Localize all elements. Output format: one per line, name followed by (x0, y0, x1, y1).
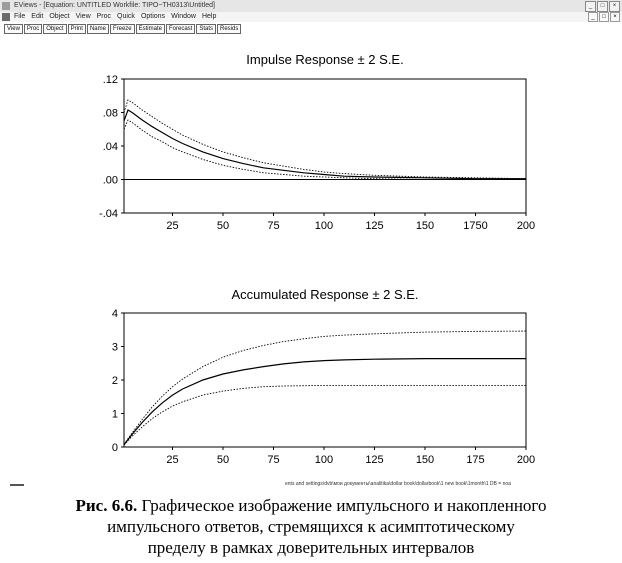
toolbar-name-button[interactable]: Name (87, 24, 109, 34)
impulse-xtick-label: 1750 (463, 220, 488, 232)
accumulated-ytick-label: 0 (111, 442, 118, 454)
caption-line-1: Графическое изображение импульсного и накопленного (137, 496, 547, 515)
impulse-xtick-label: 100 (314, 220, 334, 232)
impulse-xtick-label: 125 (365, 220, 384, 232)
accumulated-xtick-label: 125 (365, 454, 384, 466)
impulse-ytick-label: .04 (102, 141, 118, 153)
menu-options[interactable]: Options (140, 13, 166, 20)
toolbar-stats-button[interactable]: Stats (196, 24, 216, 34)
impulse-response-line (124, 110, 526, 179)
toolbar-forecast-button[interactable]: Forecast (166, 24, 195, 34)
doc-restore-button[interactable]: □ (599, 12, 609, 22)
menu-view[interactable]: View (75, 13, 91, 20)
accumulated-ytick-label: 2 (111, 375, 118, 387)
accumulated-xtick-label: 150 (415, 454, 435, 466)
accumulated-plot-frame (124, 313, 526, 447)
accumulated-xtick-label: 175 (466, 454, 485, 466)
scroll-handle[interactable] (10, 484, 24, 486)
caption-line-3: пределу в рамках доверительных интервалов (147, 538, 475, 557)
menu-edit[interactable]: Edit (31, 13, 44, 20)
accumulated-xtick-label: 100 (314, 454, 334, 466)
minimize-button[interactable]: _ (585, 1, 596, 12)
impulse-chart-title: Impulse Response ± 2 S.E. (246, 52, 404, 67)
impulse-xtick-label: 75 (267, 220, 280, 232)
menu-proc[interactable]: Proc (96, 13, 112, 20)
impulse-xtick-label: 50 (216, 220, 230, 232)
accumulated-chart-title: Accumulated Response ± 2 S.E. (231, 287, 419, 302)
toolbar-freeze-button[interactable]: Freeze (110, 24, 135, 34)
doc-close-button[interactable]: × (610, 12, 620, 22)
figure-number: Рис. 6.6. (75, 496, 138, 515)
caption-line-2: импульсного ответов, стремящихся к асимптотическому (107, 517, 515, 536)
menu-file[interactable]: File (14, 13, 26, 20)
accumulated-ytick-label: 3 (111, 341, 118, 354)
toolbar-proc-button[interactable]: Proc (24, 24, 42, 34)
accumulated-xtick-label: 200 (516, 454, 536, 466)
menu-object[interactable]: Object (49, 13, 70, 20)
toolbar-resids-button[interactable]: Resids (217, 24, 241, 34)
accumulated-ytick-label: 1 (111, 408, 118, 421)
menu-quick[interactable]: Quick (117, 13, 135, 20)
impulse-ytick-label: .00 (102, 174, 118, 187)
toolbar-print-button[interactable]: Print (68, 24, 86, 34)
window-title: EViews - [Equation: UNTITLED Workfile: TIPO~TH0313\Untitled] (14, 2, 215, 9)
accumulated-xtick-label: 75 (267, 454, 280, 466)
impulse-lower-band-line (124, 120, 526, 180)
close-button[interactable]: × (609, 1, 620, 12)
maximize-button[interactable]: □ (597, 1, 608, 12)
impulse-plot-frame (124, 79, 526, 213)
menu-window[interactable]: Window (171, 13, 196, 20)
status-path: ents and settings\dvb\мои документы\analitika\dollar book\dollarbook\1 new book\1month\1 DB = noa (285, 481, 511, 487)
toolbar-view-button[interactable]: View (4, 24, 23, 34)
impulse-upper-band-line (124, 100, 526, 179)
impulse-ytick-label: .12 (102, 74, 118, 86)
accumulated-ytick-label: 4 (111, 308, 118, 320)
figure-caption (0, 495, 622, 558)
menu-help[interactable]: Help (201, 13, 217, 20)
toolbar-estimate-button[interactable]: Estimate (136, 24, 165, 34)
impulse-xtick-label: 150 (415, 220, 435, 232)
toolbar-object-button[interactable]: Object (43, 24, 66, 34)
accumulated-lower-band-line (124, 385, 526, 445)
doc-minimize-button[interactable]: _ (588, 12, 598, 22)
impulse-ytick-label: -.04 (99, 208, 118, 220)
accumulated-xtick-label: 50 (216, 454, 230, 466)
accumulated-xtick-label: 25 (166, 454, 179, 466)
impulse-xtick-label: 25 (166, 220, 179, 232)
impulse-ytick-label: .08 (102, 107, 118, 120)
impulse-xtick-label: 200 (516, 220, 536, 232)
